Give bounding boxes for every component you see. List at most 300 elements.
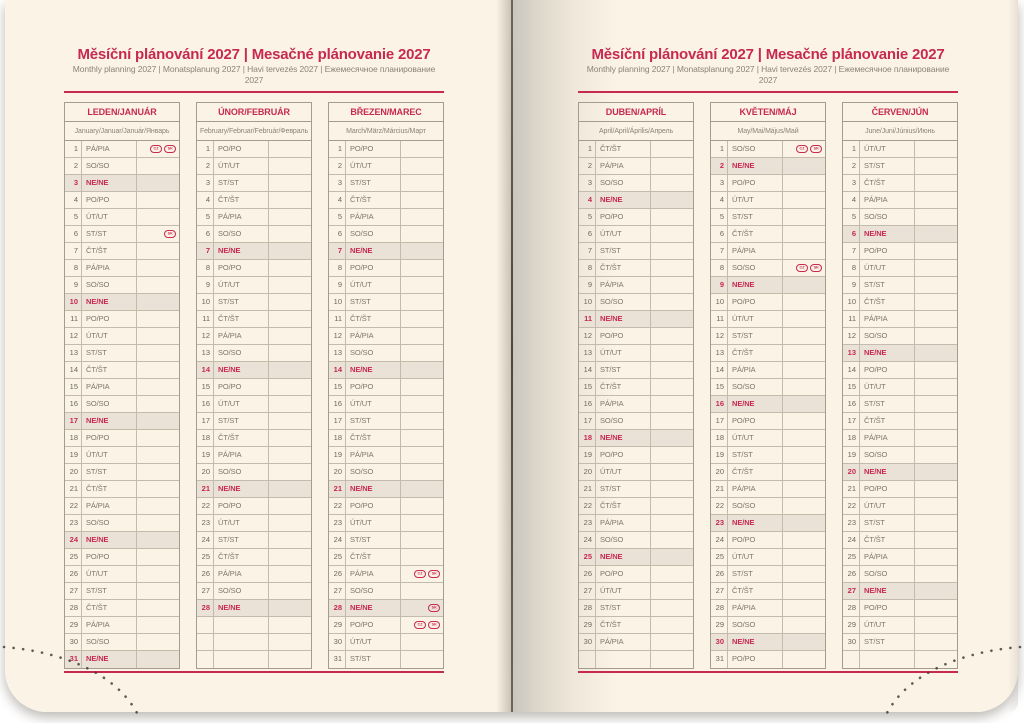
day-number: 9 <box>197 277 214 293</box>
empty-row <box>197 651 311 668</box>
notes-cell <box>137 175 179 191</box>
day-name: NE/NE <box>728 515 783 531</box>
day-row <box>197 549 311 566</box>
day-number: 8 <box>579 260 596 276</box>
notes-cell <box>915 277 957 293</box>
notes-cell <box>269 515 311 531</box>
day-row <box>65 226 179 243</box>
notes-cell <box>269 379 311 395</box>
day-number: 19 <box>579 447 596 463</box>
day-number: 23 <box>197 515 214 531</box>
notes-cell <box>401 430 443 446</box>
day-number: 2 <box>65 158 82 174</box>
month-name: LEDEN/JANUÁR <box>65 103 179 122</box>
day-row <box>711 328 825 345</box>
day-row <box>711 243 825 260</box>
day-row <box>843 379 957 396</box>
notes-cell <box>651 583 693 599</box>
notes-cell <box>915 532 957 548</box>
notes-cell <box>269 617 311 633</box>
day-name: PO/PO <box>346 498 401 514</box>
notes-cell <box>137 328 179 344</box>
day-number: 19 <box>65 447 82 463</box>
day-row <box>711 617 825 634</box>
day-name: SO/SO <box>346 464 401 480</box>
day-number: 13 <box>711 345 728 361</box>
day-name: ST/ST <box>346 532 401 548</box>
day-name: ÚT/UT <box>596 583 651 599</box>
day-number: 7 <box>579 243 596 259</box>
day-row <box>197 447 311 464</box>
day-number: 16 <box>711 396 728 412</box>
day-name: NE/NE <box>728 158 783 174</box>
day-row <box>329 447 443 464</box>
notes-cell <box>783 328 825 344</box>
day-name: ST/ST <box>728 328 783 344</box>
day-row <box>329 192 443 209</box>
notes-cell <box>651 345 693 361</box>
day-row <box>65 600 179 617</box>
notes-cell <box>269 430 311 446</box>
day-number <box>197 634 214 650</box>
day-number: 20 <box>65 464 82 480</box>
day-row <box>329 617 443 634</box>
notes-cell <box>401 566 443 582</box>
notes-cell <box>401 345 443 361</box>
day-row <box>579 447 693 464</box>
day-number <box>197 651 214 668</box>
notes-cell <box>401 311 443 327</box>
day-name: SO/SO <box>728 141 783 157</box>
notes-cell <box>137 396 179 412</box>
day-number: 31 <box>65 651 82 668</box>
day-number: 14 <box>65 362 82 378</box>
empty-row <box>579 651 693 668</box>
day-row <box>711 226 825 243</box>
day-name: SO/SO <box>728 498 783 514</box>
day-row <box>711 583 825 600</box>
notes-cell <box>915 362 957 378</box>
holiday-badge-label: SK <box>431 623 437 627</box>
day-row <box>329 260 443 277</box>
notes-cell <box>651 209 693 225</box>
notes-cell <box>783 634 825 650</box>
notes-cell <box>783 192 825 208</box>
day-row <box>843 175 957 192</box>
month-languages: January/Januar/Január/Январь <box>65 122 179 141</box>
day-number: 18 <box>197 430 214 446</box>
day-number: 5 <box>843 209 860 225</box>
day-name: SO/SO <box>860 447 915 463</box>
day-number: 11 <box>197 311 214 327</box>
notes-cell <box>651 141 693 157</box>
notes-cell <box>915 566 957 582</box>
day-number: 11 <box>711 311 728 327</box>
day-number: 30 <box>711 634 728 650</box>
notes-cell <box>137 379 179 395</box>
day-name: ČT/ŠT <box>860 294 915 310</box>
notes-cell <box>137 583 179 599</box>
day-row <box>197 328 311 345</box>
day-number: 7 <box>843 243 860 259</box>
day-name: NE/NE <box>82 651 137 668</box>
day-number: 25 <box>197 549 214 565</box>
day-number: 7 <box>329 243 346 259</box>
day-row <box>579 498 693 515</box>
notes-cell <box>915 260 957 276</box>
notes-cell <box>401 328 443 344</box>
day-number: 28 <box>197 600 214 616</box>
day-row <box>579 430 693 447</box>
day-number: 18 <box>843 430 860 446</box>
notes-cell <box>269 311 311 327</box>
day-number: 12 <box>711 328 728 344</box>
notes-cell <box>915 175 957 191</box>
day-number: 10 <box>843 294 860 310</box>
notes-cell <box>269 532 311 548</box>
day-row <box>65 345 179 362</box>
day-name: ÚT/UT <box>214 158 269 174</box>
day-row <box>329 396 443 413</box>
notes-cell <box>915 634 957 650</box>
bottom-rule <box>578 671 958 673</box>
day-name: PO/PO <box>346 379 401 395</box>
day-name: ÚT/UT <box>728 549 783 565</box>
month-name: KVĚTEN/MÁJ <box>711 103 825 122</box>
day-number: 15 <box>329 379 346 395</box>
day-name: ST/ST <box>346 175 401 191</box>
day-number: 7 <box>197 243 214 259</box>
day-number: 19 <box>197 447 214 463</box>
day-row <box>579 617 693 634</box>
day-row <box>579 226 693 243</box>
day-row <box>843 277 957 294</box>
day-number: 15 <box>711 379 728 395</box>
day-number: 2 <box>843 158 860 174</box>
notes-cell <box>137 209 179 225</box>
day-name: ÚT/UT <box>860 498 915 514</box>
notes-cell <box>915 583 957 599</box>
day-row <box>711 260 825 277</box>
day-number: 27 <box>329 583 346 599</box>
day-number: 20 <box>329 464 346 480</box>
day-name: SO/SO <box>860 328 915 344</box>
month-languages: May/Mai/Május/Май <box>711 122 825 141</box>
day-row <box>197 481 311 498</box>
day-name: ČT/ŠT <box>596 498 651 514</box>
day-name: ST/ST <box>214 175 269 191</box>
day-name: NE/NE <box>860 226 915 242</box>
day-row <box>329 362 443 379</box>
day-name: PÁ/PIA <box>596 158 651 174</box>
day-row <box>329 583 443 600</box>
day-number: 3 <box>711 175 728 191</box>
notes-cell <box>269 362 311 378</box>
notes-cell <box>269 192 311 208</box>
holiday-badge-label: SK <box>813 147 819 151</box>
day-name: NE/NE <box>860 464 915 480</box>
day-name: PÁ/PIA <box>596 515 651 531</box>
day-name: ÚT/UT <box>214 277 269 293</box>
notes-cell <box>137 464 179 480</box>
day-name: ST/ST <box>214 294 269 310</box>
day-number: 25 <box>711 549 728 565</box>
day-number: 10 <box>579 294 596 310</box>
empty-row <box>197 617 311 634</box>
day-name: ČT/ŠT <box>214 192 269 208</box>
day-row <box>843 243 957 260</box>
notes-cell <box>137 634 179 650</box>
notes-cell <box>269 243 311 259</box>
day-name: PÁ/PIA <box>728 600 783 616</box>
day-number: 29 <box>65 617 82 633</box>
day-row <box>711 311 825 328</box>
day-name: SO/SO <box>214 583 269 599</box>
notes-cell <box>651 600 693 616</box>
notes-cell <box>651 481 693 497</box>
day-row <box>843 362 957 379</box>
day-number: 23 <box>65 515 82 531</box>
day-row <box>197 413 311 430</box>
day-row <box>65 464 179 481</box>
day-name: ST/ST <box>346 413 401 429</box>
day-name: ST/ST <box>596 243 651 259</box>
day-number: 13 <box>843 345 860 361</box>
day-number: 3 <box>843 175 860 191</box>
day-row <box>579 600 693 617</box>
day-number: 28 <box>65 600 82 616</box>
day-row <box>329 243 443 260</box>
day-name: NE/NE <box>596 192 651 208</box>
holiday-badge-label: CZ <box>799 147 805 151</box>
day-number <box>843 651 860 668</box>
day-number: 21 <box>579 481 596 497</box>
day-row <box>329 634 443 651</box>
day-number: 2 <box>711 158 728 174</box>
page-left-content <box>64 0 444 673</box>
day-row <box>197 141 311 158</box>
day-row <box>329 464 443 481</box>
sk-holiday-icon <box>428 621 440 629</box>
day-name: ST/ST <box>214 532 269 548</box>
day-name: PO/PO <box>82 192 137 208</box>
day-name: ÚT/UT <box>728 311 783 327</box>
notes-cell <box>137 617 179 633</box>
notes-cell <box>651 498 693 514</box>
day-number: 5 <box>329 209 346 225</box>
notes-cell <box>401 447 443 463</box>
day-name: ÚT/UT <box>214 396 269 412</box>
day-name: NE/NE <box>346 481 401 497</box>
notes-cell <box>137 362 179 378</box>
day-number: 18 <box>65 430 82 446</box>
day-row <box>843 209 957 226</box>
day-name: ST/ST <box>596 481 651 497</box>
notes-cell <box>651 226 693 242</box>
day-number: 11 <box>843 311 860 327</box>
notes-cell <box>651 260 693 276</box>
day-name: ST/ST <box>346 651 401 668</box>
day-name: ČT/ŠT <box>596 379 651 395</box>
day-name: NE/NE <box>214 481 269 497</box>
notes-cell <box>137 311 179 327</box>
month-name: ÚNOR/FEBRUÁR <box>197 103 311 122</box>
notes-cell <box>783 498 825 514</box>
planner-open-spread <box>5 0 1018 712</box>
day-name: PÁ/PIA <box>860 311 915 327</box>
book-spine <box>511 0 513 712</box>
day-number: 3 <box>65 175 82 191</box>
day-number: 8 <box>843 260 860 276</box>
day-name: SO/SO <box>82 515 137 531</box>
notes-cell <box>915 379 957 395</box>
day-row <box>579 566 693 583</box>
day-name <box>214 634 269 650</box>
day-name: PÁ/PIA <box>346 328 401 344</box>
notes-cell <box>651 396 693 412</box>
notes-cell <box>401 651 443 668</box>
day-row <box>711 651 825 668</box>
day-name: ÚT/UT <box>82 566 137 582</box>
day-row <box>711 294 825 311</box>
month-name: ČERVEN/JÚN <box>843 103 957 122</box>
page-left <box>5 0 512 712</box>
day-name: PO/PO <box>860 362 915 378</box>
day-name: ČT/ŠT <box>596 617 651 633</box>
day-number: 24 <box>197 532 214 548</box>
day-row <box>711 600 825 617</box>
day-name: NE/NE <box>346 600 401 616</box>
day-name: ČT/ŠT <box>82 243 137 259</box>
day-name: PO/PO <box>346 260 401 276</box>
cz-holiday-icon <box>796 264 808 272</box>
day-row <box>329 141 443 158</box>
day-row <box>579 175 693 192</box>
day-row <box>579 532 693 549</box>
day-number: 6 <box>329 226 346 242</box>
day-row <box>711 192 825 209</box>
notes-cell <box>783 260 825 276</box>
day-number: 3 <box>197 175 214 191</box>
day-name: ČT/ŠT <box>346 192 401 208</box>
day-name: ST/ST <box>82 583 137 599</box>
notes-cell <box>651 447 693 463</box>
day-row <box>197 379 311 396</box>
day-row <box>197 498 311 515</box>
day-name: ST/ST <box>728 447 783 463</box>
day-name: PO/PO <box>82 430 137 446</box>
day-row <box>579 362 693 379</box>
day-number: 24 <box>579 532 596 548</box>
day-name: PÁ/PIA <box>728 481 783 497</box>
day-name: PÁ/PIA <box>214 566 269 582</box>
notes-cell <box>915 226 957 242</box>
notes-cell <box>401 209 443 225</box>
day-row <box>843 328 957 345</box>
notes-cell <box>269 651 311 668</box>
notes-cell <box>137 294 179 310</box>
day-name: PO/PO <box>82 311 137 327</box>
day-row <box>197 362 311 379</box>
day-name: ČT/ŠT <box>82 362 137 378</box>
empty-row <box>843 651 957 668</box>
months-row <box>64 102 444 669</box>
day-name: PO/PO <box>728 175 783 191</box>
month-table <box>710 102 826 669</box>
day-row <box>329 209 443 226</box>
notes-cell <box>915 464 957 480</box>
day-row <box>329 328 443 345</box>
month-name: BŘEZEN/MAREC <box>329 103 443 122</box>
day-name: ST/ST <box>860 277 915 293</box>
notes-cell <box>269 583 311 599</box>
day-name: SO/SO <box>860 209 915 225</box>
notes-cell <box>401 515 443 531</box>
day-row <box>329 311 443 328</box>
notes-cell <box>401 464 443 480</box>
day-row <box>579 549 693 566</box>
holiday-badge-label: CZ <box>799 266 805 270</box>
empty-row <box>197 634 311 651</box>
day-number: 28 <box>843 600 860 616</box>
day-number: 13 <box>197 345 214 361</box>
day-number: 28 <box>329 600 346 616</box>
notes-cell <box>651 430 693 446</box>
day-row <box>329 379 443 396</box>
day-row <box>197 515 311 532</box>
page-subtitle: Monthly planning 2027 | Monatsplanung 2027 | Havi tervezés 2027 | Ежемесячное планирование 2027 <box>586 64 950 85</box>
day-row <box>329 600 443 617</box>
day-number: 17 <box>329 413 346 429</box>
day-name: NE/NE <box>596 430 651 446</box>
day-row <box>197 209 311 226</box>
day-number: 14 <box>711 362 728 378</box>
page-right-content <box>578 0 958 673</box>
day-number: 24 <box>329 532 346 548</box>
day-name: SO/SO <box>728 617 783 633</box>
day-row <box>843 515 957 532</box>
day-number: 31 <box>711 651 728 668</box>
holiday-badge-label: SK <box>431 606 437 610</box>
day-row <box>197 311 311 328</box>
day-number: 30 <box>579 634 596 650</box>
day-row <box>579 345 693 362</box>
day-row <box>65 192 179 209</box>
day-row <box>197 600 311 617</box>
day-name: SO/SO <box>728 260 783 276</box>
day-number: 8 <box>197 260 214 276</box>
day-row <box>711 447 825 464</box>
day-name: PÁ/PIA <box>596 634 651 650</box>
notes-cell <box>269 158 311 174</box>
notes-cell <box>401 583 443 599</box>
notes-cell <box>915 447 957 463</box>
day-name: NE/NE <box>346 362 401 378</box>
day-name: NE/NE <box>82 413 137 429</box>
notes-cell <box>137 651 179 668</box>
day-name: NE/NE <box>82 294 137 310</box>
notes-cell <box>651 379 693 395</box>
day-row <box>843 396 957 413</box>
month-languages: April/April/Április/Апрель <box>579 122 693 141</box>
day-number: 15 <box>65 379 82 395</box>
day-number: 29 <box>711 617 728 633</box>
day-name: SO/SO <box>596 413 651 429</box>
holiday-badge-label: CZ <box>417 623 423 627</box>
day-row <box>711 158 825 175</box>
notes-cell <box>783 600 825 616</box>
day-row <box>197 192 311 209</box>
